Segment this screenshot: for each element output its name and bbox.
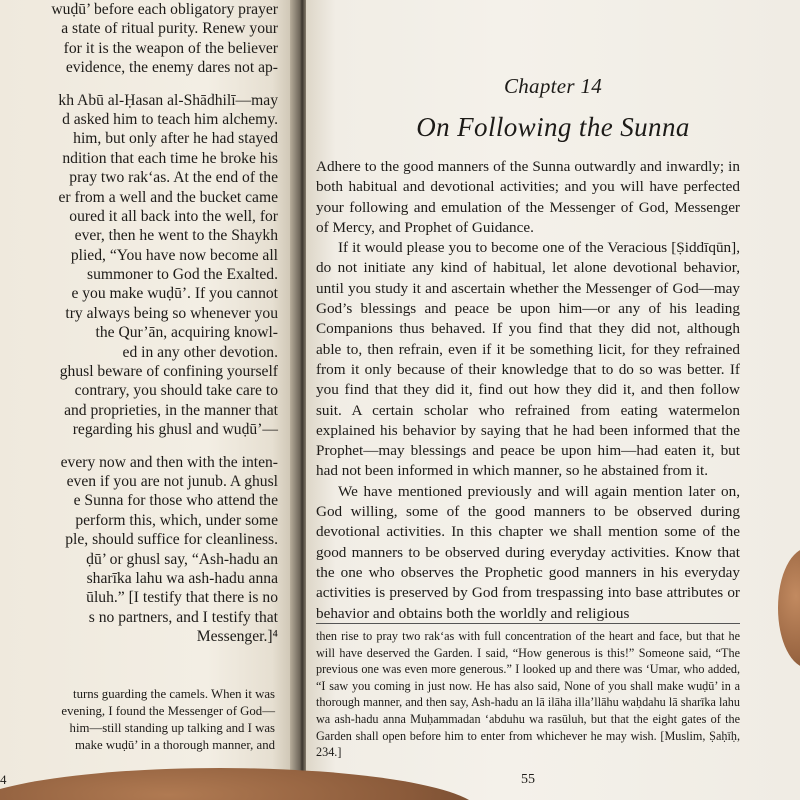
chapter-label: Chapter 14 bbox=[503, 74, 603, 98]
left-line: for it is the weapon of the believer bbox=[63, 39, 278, 57]
left-note-line: make wuḍū’ in a thorough manner, and bbox=[74, 738, 275, 752]
left-line: sharīka lahu wa ash-hadu anna bbox=[86, 569, 278, 587]
left-line: evidence, the enemy dares not ap- bbox=[65, 59, 278, 77]
left-line: er from a well and the bucket came bbox=[58, 188, 278, 206]
left-note-line: evening, I found the Messenger of God— bbox=[61, 704, 275, 718]
left-line: kh Abū al-Ḥasan al-Shādhilī—may bbox=[58, 91, 278, 109]
left-line: d asked him to teach him alchemy. bbox=[62, 110, 278, 128]
left-line: oured it all back into the well, for bbox=[69, 207, 278, 225]
left-note-line: turns guarding the camels. When it was bbox=[73, 687, 275, 701]
left-line: pray two rak‘as. At the end of the bbox=[69, 169, 278, 187]
left-line: e you make wuḍū’. If you cannot bbox=[71, 285, 278, 303]
left-line: ed in any other devotion. bbox=[122, 343, 278, 361]
left-line: a state of ritual purity. Renew your bbox=[61, 20, 278, 38]
footnote-text: then rise to pray two rak‘as with full concentration of the heart and face, but that he will have deserved the Garden. I said, “How generous is this!” Someone said, “The previous one was even more generous.” I looked up and there was ‘Umar, who added, “I saw you coming in just now. He has also said, None of you shall make wuḍū’ in a thorough manner, and then say, Ash-hadu an lā ilāha illa’llāhu waḥdahu lā sharīka lahu wa ash-hadu anna Muḥammadan ‘abduhu wa rasūluh, but that the eight gates of the Garden shall open before him to enter from whichever he may wish. [Muslim, Ṣaḥīḥ, 234.] bbox=[316, 629, 740, 760]
left-line: ḍū’ or ghusl say, “Ash-hadu an bbox=[86, 550, 278, 568]
left-line: and proprieties, in the manner that bbox=[64, 401, 278, 419]
left-line: even if you are not junub. A ghusl bbox=[66, 472, 278, 490]
footnote bbox=[316, 628, 740, 761]
page-number: 55 bbox=[521, 772, 535, 787]
footnote-divider bbox=[316, 623, 740, 624]
left-line: ndition that each time he broke his bbox=[62, 149, 278, 167]
paragraph-gap bbox=[0, 78, 278, 91]
left-line: e Sunna for those who attend the bbox=[73, 492, 278, 510]
left-line: plied, “You have now become all bbox=[70, 246, 278, 264]
left-line: ple, should suffice for cleanliness. bbox=[65, 531, 278, 549]
paragraph: We have mentioned previously and will again mention later on, God willing, some of the good manners to be observed during devotional activities. In this chapter we shall mention some of the good manners to be observed during everyday activities. Know that the one who observes the Prophetic good manners in his everyday activities is preserved by God from trespassing into base attributes or behavior and obtains both the worldly and religious bbox=[316, 482, 740, 622]
left-line: every now and then with the inten- bbox=[60, 453, 278, 471]
left-line: ūluh.” [I testify that there is no bbox=[86, 589, 278, 607]
paragraph: If it would please you to become one of the Veracious [Ṣiddīqūn], do not initiate any kind of habitual, let alone devotional behavior, until you study it and ascertain whether the Messenger of God—may God’s blessings and peace be upon him—or any of his leading Companions thus behaved. If you find that they did not, although able to, then refrain, even if it be something licit, for they refrained from it only because of their knowledge that to do so was better. If you find that they did it, find out how they did it, and then follow suit. A certain scholar who refrained from eating watermelon explained his behavior by saying that he had been informed that the Prophet—may blessings and peace be upon him—had eaten it, but had not been informed in which manner, so he abstained from it. bbox=[316, 239, 740, 480]
chapter-title: On Following the Sunna bbox=[416, 112, 690, 142]
right-page bbox=[306, 0, 800, 800]
left-line: summoner to God the Exalted. bbox=[87, 266, 278, 284]
left-page-number: 4 bbox=[0, 772, 7, 787]
left-line: ever, then he went to the Shaykh bbox=[74, 227, 278, 245]
paragraph: Adhere to the good manners of the Sunna outwardly and inwardly; in both habitual and devotional activities; and you will have perfected your following and emulation of the Messenger of God, Messenger of Mercy, and Prophet of Guidance. bbox=[316, 158, 740, 236]
left-line: him, but only after he had stayed bbox=[73, 130, 278, 148]
left-line: Messenger.]⁴ bbox=[196, 628, 278, 646]
left-line: the Qur’ān, acquiring knowl- bbox=[95, 324, 278, 342]
left-line: contrary, you should take care to bbox=[74, 382, 278, 400]
left-line: regarding his ghusl and wuḍū’— bbox=[72, 421, 278, 439]
left-line: s no partners, and I testify that bbox=[88, 608, 278, 626]
left-line: ghusl beware of confining yourself bbox=[59, 363, 278, 381]
left-line: try always being so whenever you bbox=[65, 304, 278, 322]
left-page bbox=[0, 0, 296, 790]
left-footnote bbox=[0, 686, 275, 754]
left-line: perform this, which, under some bbox=[75, 511, 278, 529]
left-page-text bbox=[0, 0, 278, 647]
left-note-line: him—still standing up talking and I was bbox=[69, 721, 275, 735]
chapter-body bbox=[316, 157, 740, 624]
paragraph-gap bbox=[0, 440, 278, 453]
left-line: wuḍū’ before each obligatory prayer bbox=[51, 1, 278, 18]
